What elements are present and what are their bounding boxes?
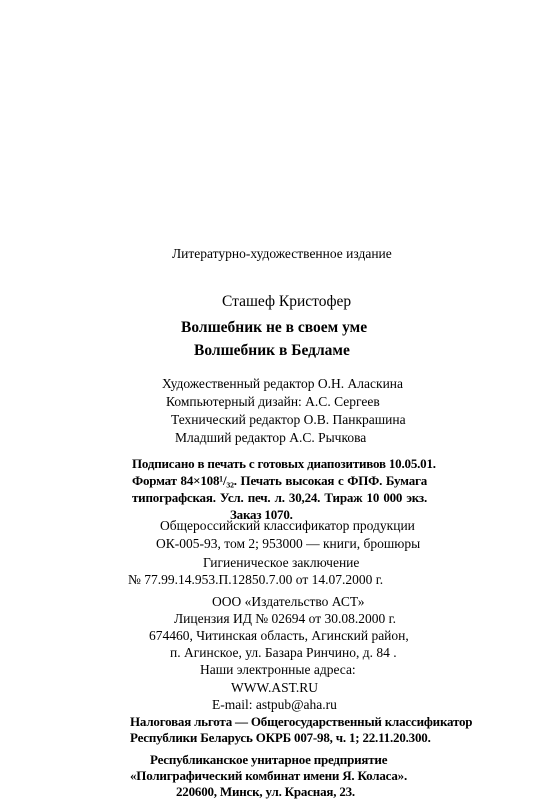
tax-line: Республики Беларусь ОКРБ 007-98, ч. 1; 22.11.20.300. [130,730,431,745]
credit-line: Технический редактор О.В. Панкрашина [171,412,406,427]
edition-type: Литературно-художественное издание [172,246,392,261]
printer-line: Республиканское унитарное предприятие [150,752,388,767]
book-title-1: Волшебник не в своем уме [181,319,368,336]
publisher-name: ООО «Издательство АСТ» [212,594,365,609]
email-address: E-mail: astpub@aha.ru [212,697,337,712]
website: WWW.AST.RU [231,680,318,695]
author-name: Сташеф Кристофер [222,293,352,310]
credit-line: Художественный редактор О.Н. Аласкина [162,376,404,391]
hygiene-title: Гигиеническое заключение [203,555,360,570]
publisher-address: п. Агинское, ул. Базара Ринчино, д. 84 . [170,645,397,660]
credit-line: Компьютерный дизайн: А.С. Сергеев [166,394,380,409]
hygiene-number: № 77.99.14.953.П.12850.7.00 от 14.07.2000 г. [128,572,384,587]
print-info-line: Формат 84×108¹/₃₂. Печать высокая с ФПФ. Бумага [132,473,427,488]
classifier-line: ОК-005-93, том 2; 953000 — книги, брошюры [156,536,421,551]
classifier-line: Общероссийский классификатор продукции [160,518,415,533]
credit-line: Младший редактор А.С. Рычкова [175,430,367,445]
printer-line: 220600, Минск, ул. Красная, 23. [176,784,355,799]
tax-line: Налоговая льгота — Общегосударственный классификатор [130,714,473,729]
print-info-line: типографская. Усл. печ. л. 30,24. Тираж 10 000 экз. [132,490,427,505]
printer-line: «Полиграфический комбинат имени Я. Коласа». [130,768,408,783]
publisher-address: 674460, Читинская область, Агинский район, [149,628,409,643]
email-heading: Наши электронные адреса: [200,662,356,677]
book-title-2: Волшебник в Бедламе [194,342,350,359]
print-info-line: Подписано в печать с готовых диапозитивов 10.05.01. [132,456,436,471]
order-number: Заказ 1070. [230,507,293,522]
publisher-license: Лицензия ИД № 02694 от 30.08.2000 г. [174,611,397,626]
